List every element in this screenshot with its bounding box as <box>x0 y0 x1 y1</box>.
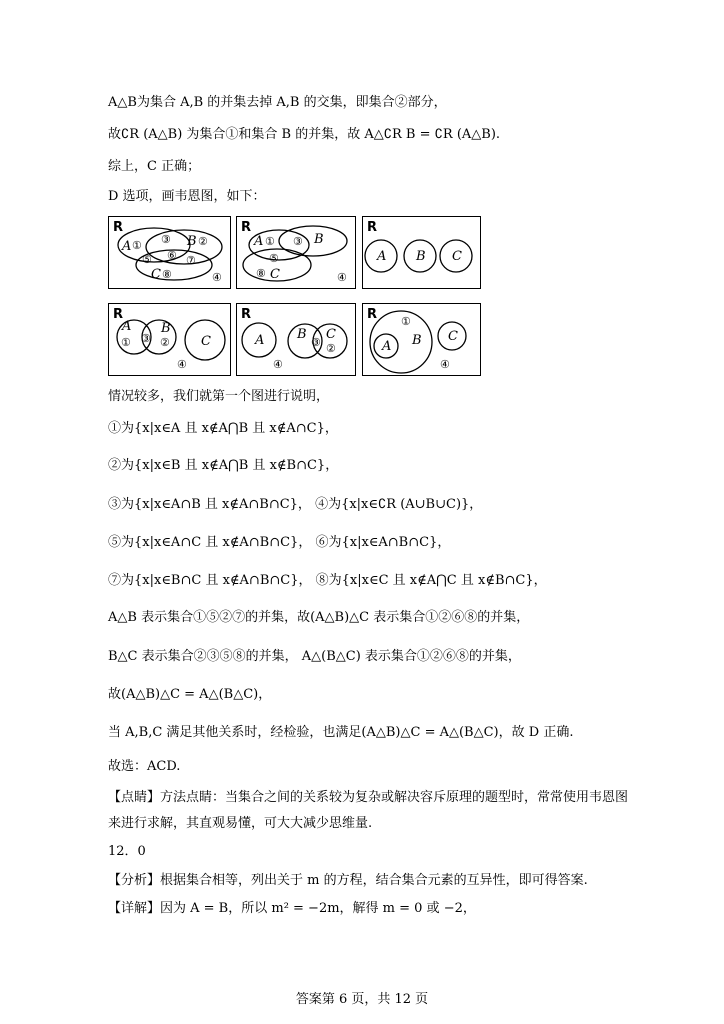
region-label: ③ <box>161 233 171 246</box>
set-a-label: A <box>122 319 132 334</box>
region-label: ④ <box>273 358 283 371</box>
set-a-label: A <box>255 333 265 348</box>
region-label: ⑥ <box>167 249 177 262</box>
set-c-label: C <box>151 267 161 282</box>
universe-label: R <box>367 220 378 235</box>
venn-diagram-4 <box>108 303 231 376</box>
region-label: ⑤ <box>269 252 279 265</box>
region-label: ① <box>401 315 411 328</box>
set-b-label: B <box>297 327 307 342</box>
set-a-label: A <box>254 234 264 249</box>
set-b-label: B <box>314 232 324 247</box>
venn-diagram-1 <box>108 216 231 289</box>
set-a-label: A <box>122 239 132 254</box>
text-line: ②为{x|x∈B 且 x∉A⋂B 且 x∉B∩C}， <box>108 458 339 473</box>
tip-paragraph: 【点睛】方法点睛：当集合之间的关系较为复杂或解决容斥原理的题型时，常常使用韦恩图来进行求解，其直观易懂，可大大减少思维量. <box>108 790 629 831</box>
set-c-label: C <box>270 267 280 282</box>
set-c-label: C <box>326 327 336 342</box>
region-label: ③ <box>293 235 303 248</box>
detail-line: 【详解】因为 A = B，所以 m² = −2m，解得 m = 0 或 −2， <box>108 901 476 916</box>
region-label: ⑤ <box>142 253 152 266</box>
region-label: ⑧ <box>162 268 172 281</box>
text-line: B△C 表示集合②③⑤⑧的并集， A△(B△C) 表示集合①②⑥⑧的并集， <box>108 649 521 664</box>
region-label: ⑦ <box>186 254 196 267</box>
region-label: ① <box>132 239 142 252</box>
region-label: ④ <box>212 271 222 284</box>
text-line: ⑦为{x|x∈B∩C 且 x∉A∩B∩C}， ⑧为{x|x∈C 且 x∉A⋂C 且 x∉B∩C}， <box>108 573 547 588</box>
set-a-label: A <box>382 339 392 354</box>
page-footer: 答案第 6 页，共 12 页 <box>295 992 429 1007</box>
question-number: 12．0 <box>108 844 146 859</box>
text-line: 综上，C 正确； <box>108 159 201 174</box>
venn-diagram-5 <box>236 303 356 376</box>
region-label: ④ <box>177 358 187 371</box>
region-label: ① <box>121 336 131 349</box>
region-label: ④ <box>440 358 450 371</box>
set-c-label: C <box>452 249 462 264</box>
text-line: ①为{x|x∈A 且 x∉A⋂B 且 x∉A∩C}， <box>108 421 338 436</box>
universe-label: R <box>113 220 124 235</box>
text-line: 当 A,B,C 满足其他关系时，经检验，也满足(A△B)△C = A△(B△C)，故 D 正确. <box>108 725 574 740</box>
universe-label: R <box>113 307 124 322</box>
venn-diagram-3 <box>362 216 481 289</box>
region-label: ⑧ <box>256 267 266 280</box>
region-label: ② <box>160 336 170 349</box>
universe-label: R <box>241 307 252 322</box>
venn-diagram-2 <box>236 216 356 289</box>
text-line: A△B为集合 A,B 的并集去掉 A,B 的交集，即集合②部分， <box>108 95 447 110</box>
region-label: ④ <box>337 271 347 284</box>
region-label: ② <box>326 342 336 355</box>
analysis-line: 【分析】根据集合相等，列出关于 m 的方程，结合集合元素的互异性，即可得答案. <box>108 873 588 888</box>
set-c-label: C <box>201 334 211 349</box>
universe-label: R <box>241 220 252 235</box>
set-b-label: B <box>412 333 422 348</box>
set-c-label: C <box>448 329 458 344</box>
text-line: ③为{x|x∈A∩B 且 x∉A∩B∩C}， ④为{x|x∈∁R (A∪B∪C)}， <box>108 497 483 512</box>
text-line: D 选项，画韦恩图，如下： <box>108 189 266 204</box>
text-line: A△B 表示集合①⑤②⑦的并集，故(A△B)△C 表示集合①②⑥⑧的并集， <box>108 610 530 625</box>
text-line: 故(A△B)△C = A△(B△C)， <box>108 687 272 702</box>
set-b-label: B <box>187 234 197 249</box>
venn-diagram-6 <box>362 303 481 376</box>
region-label: ③ <box>141 332 151 345</box>
set-a-label: A <box>377 249 387 264</box>
region-label: ③ <box>311 336 321 349</box>
set-b-label: B <box>416 249 426 264</box>
text-line: 故选：ACD. <box>108 759 181 774</box>
universe-label: R <box>367 307 378 322</box>
text-line: 故∁R (A△B) 为集合①和集合 B 的并集，故 A△∁R B = ∁R (A△B). <box>108 127 501 142</box>
set-b-label: B <box>161 321 171 336</box>
region-label: ① <box>265 235 275 248</box>
text-line: ⑤为{x|x∈A∩C 且 x∉A∩B∩C}， ⑥为{x|x∈A∩B∩C}， <box>108 535 451 550</box>
text-line: 情况较多，我们就第一个图进行说明， <box>108 389 330 404</box>
region-label: ② <box>198 235 208 248</box>
